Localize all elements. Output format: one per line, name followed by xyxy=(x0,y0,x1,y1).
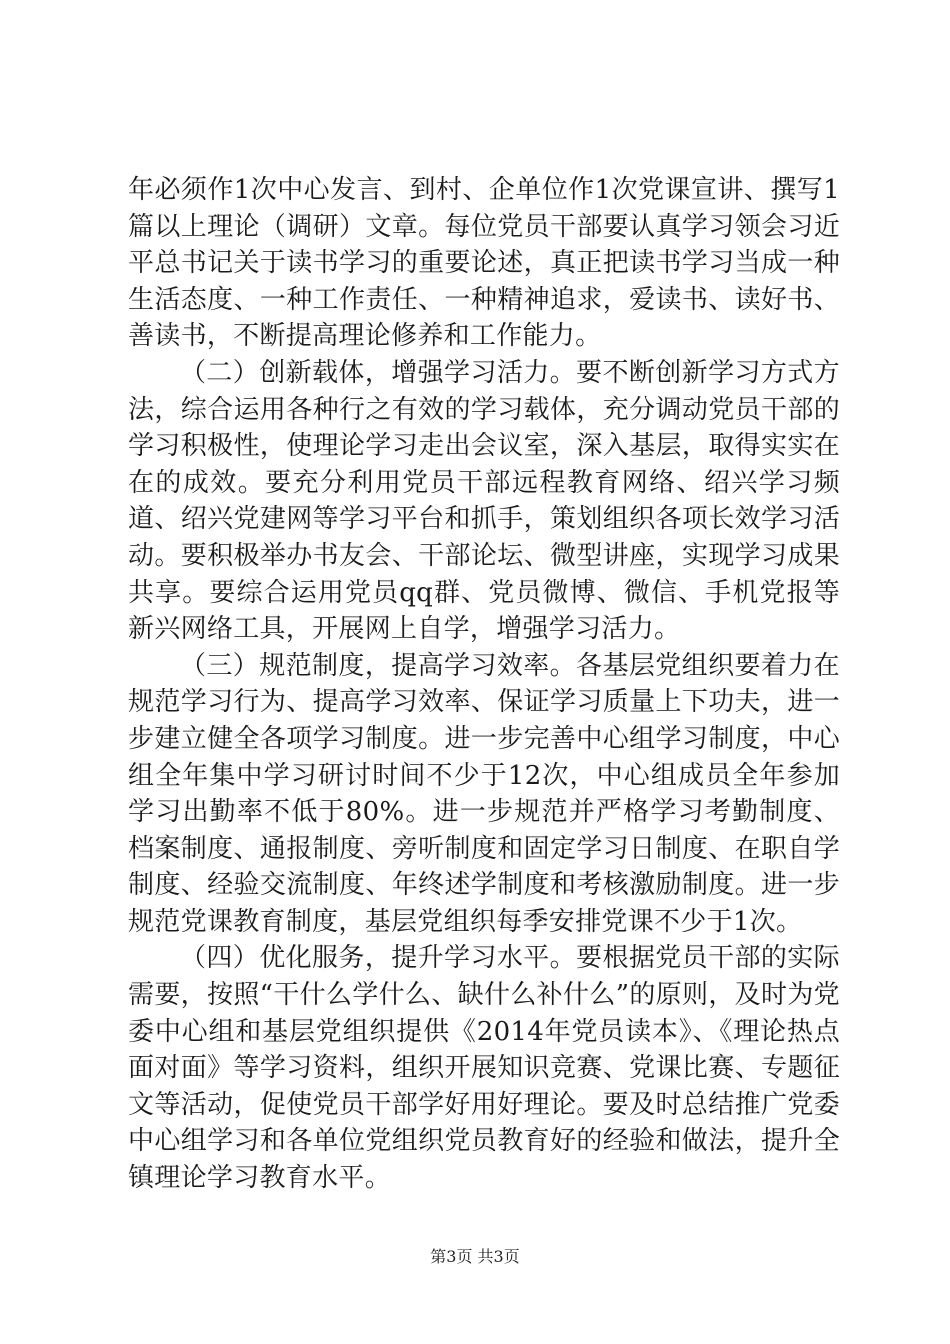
page-number-footer: 第3页 共3页 xyxy=(430,1247,520,1266)
document-body xyxy=(128,172,840,1197)
paragraph-continuation: 年必须作1次中心发言、到村、企单位作1次党课宣讲、撰写1篇以上理论（调研）文章。每位党员干部要认真学习领会习近平总书记关于读书学习的重要论述，真正把读书学习当成一种生活态度、一种工作责任、一种精神追求，爱读书、读好书、善读书，不断提高理论修养和工作能力。 xyxy=(128,175,840,352)
paragraph-section-3: （三）规范制度，提高学习效率。各基层党组织要着力在规范学习行为、提高学习效率、保证学习质量上下功夫，进一步建立健全各项学习制度。进一步完善中心组学习制度，中心组全年集中学习研讨时间不少于12次，中心组成员全年参加学习出勤率不低于80%。进一步规范并严格学习考勤制度、档案制度、通报制度、旁听制度和固定学习日制度、在职自学制度、经验交流制度、年终述学制度和考核激励制度。进一步规范党课教育制度，基层党组织每季安排党课不少于1次。 xyxy=(128,650,840,937)
paragraph-section-2: （二）创新载体，增强学习活力。要不断创新学习方式方法，综合运用各种行之有效的学习载体，充分调动党员干部的学习积极性，使理论学习走出会议室，深入基层，取得实实在在的成效。要充分利用党员干部远程教育网络、绍兴学习频道、绍兴党建网等学习平台和抓手，策划组织各项长效学习活动。要积极举办书友会、干部论坛、微型讲座，实现学习成果共享。要综合运用党员qq群、党员微博、微信、手机党报等新兴网络工具，开展网上自学，增强学习活力。 xyxy=(128,357,840,645)
paragraph-section-4: （四）优化服务，提升学习水平。要根据党员干部的实际需要，按照“干什么学什么、缺什么补什么”的原则，及时为党委中心组和基层党组织提供《2014年党员读本》、《理论热点面对面》等学习资料，组织开展知识竞赛、党课比赛、专题征文等活动，促使党员干部学好用好理论。要及时总结推广党委中心组学习和各单位党组织党员教育好的经验和做法，提升全镇理论学习教育水平。 xyxy=(128,943,840,1194)
